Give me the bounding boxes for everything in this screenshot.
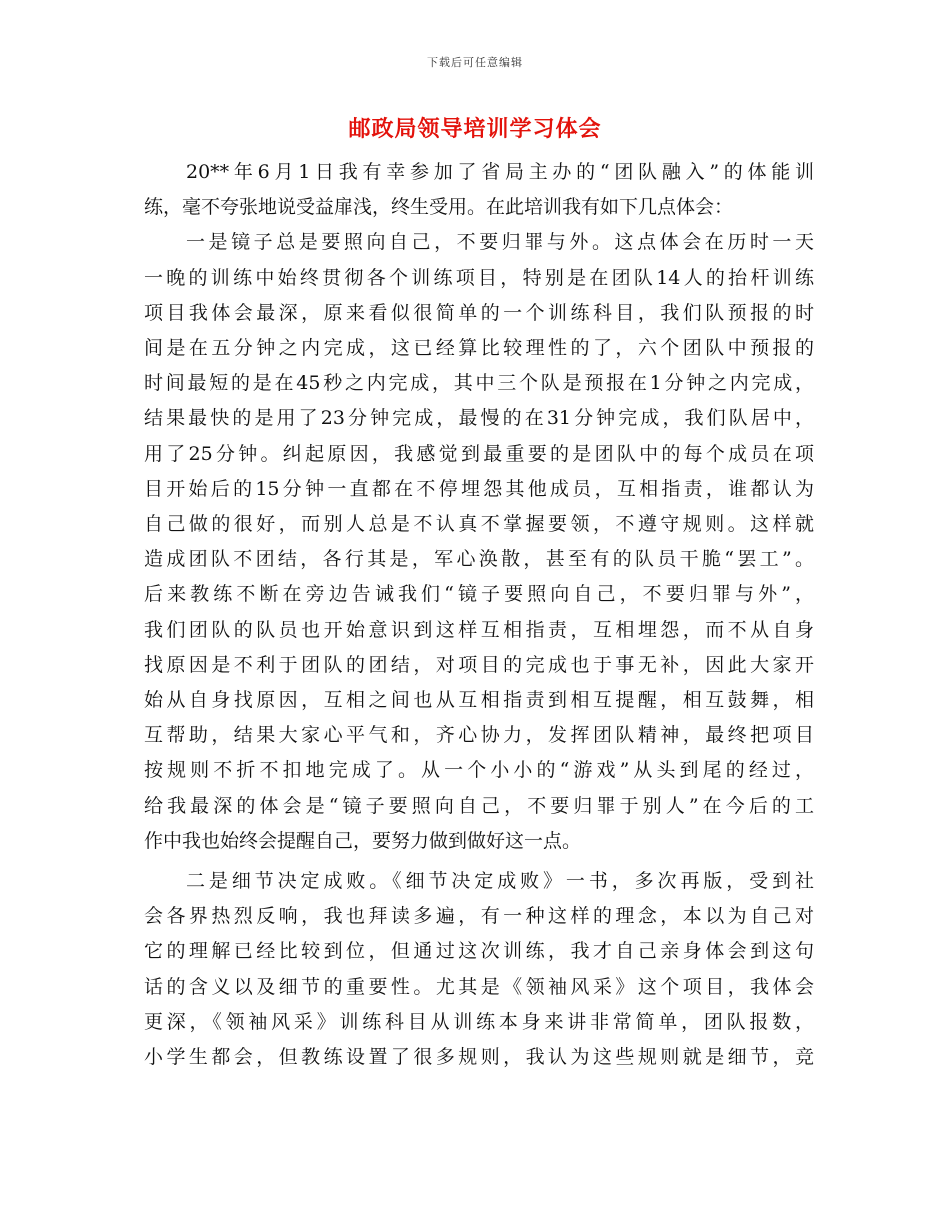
body-text-line: 造成团队不团结，各行其是，军心涣散，甚至有的队员干脆“罢工”。 (144, 548, 814, 571)
document-title: 邮政局领导培训学习体会 (348, 116, 602, 142)
body-text-line: 自己做的很好，而别人总是不认真不掌握要领，不遵守规则。这样就 (144, 513, 814, 535)
body-text-line: 作中我也始终会提醒自己，要努力做到做好这一点。 (144, 829, 582, 852)
body-text-line: 项目我体会最深，原来看似很简单的一个训练科目，我们队预报的时 (144, 301, 814, 324)
header-note: 下载后可任意编辑 (427, 56, 523, 69)
body-text-line: 20**年6月1日我有幸参加了省局主办的“团队融入”的体能训 (186, 161, 814, 183)
body-text-line: 它的理解已经比较到位，但通过这次训练，我才自己亲身体会到这句 (144, 940, 814, 963)
body-text-line: 用了25分钟。纠起原因，我感觉到最重要的是团队中的每个成员在项 (144, 442, 814, 465)
body-text-line: 目开始后的15分钟一直都在不停埋怨其他成员，互相指责，谁都认为 (144, 477, 814, 500)
body-text-line: 找原因是不利于团队的团结，对项目的完成也于事无补，因此大家开 (144, 653, 814, 676)
body-text-line: 二是细节决定成败。《细节决定成败》一书，多次再版，受到社 (186, 870, 814, 892)
body-text-line: 结果最快的是用了23分钟完成，最慢的在31分钟完成，我们队居中， (144, 407, 814, 430)
body-text-line: 互帮助，结果大家心平气和，齐心协力，发挥团队精神，最终把项目 (144, 724, 814, 747)
body-text-line: 话的含义以及细节的重要性。尤其是《领袖风采》这个项目，我体会 (144, 975, 814, 998)
body-text-line: 练，毫不夸张地说受益扉浅，终生受用。在此培训我有如下几点体会： (144, 196, 734, 219)
body-text-line: 会各界热烈反响，我也拜读多遍，有一种这样的理念，本以为自己对 (144, 905, 814, 928)
body-text-line: 按规则不折不扣地完成了。从一个小小的“游戏”从头到尾的经过， (144, 759, 814, 782)
body-text-line: 更深，《领袖风采》训练科目从训练本身来讲非常简单，团队报数， (144, 1010, 814, 1033)
body-text-line: 给我最深的体会是“镜子要照向自己，不要归罪于别人”在今后的工 (144, 794, 814, 817)
body-text-line: 一晚的训练中始终贯彻各个训练项目，特别是在团队14人的抬杆训练 (144, 266, 814, 289)
body-text-line: 间是在五分钟之内完成，这已经算比较理性的了，六个团队中预报的 (144, 337, 814, 359)
body-text-line: 我们团队的队员也开始意识到这样互相指责，互相埋怨，而不从自身 (144, 618, 814, 641)
body-text-line: 小学生都会，但教练设置了很多规则，我认为这些规则就是细节，竞 (144, 1046, 814, 1068)
body-text-line: 一是镜子总是要照向自己，不要归罪与外。这点体会在历时一天 (186, 231, 814, 254)
body-text-line: 始从自身找原因，互相之间也从互相指责到相互提醒，相互鼓舞，相 (144, 689, 814, 711)
body-text-line: 后来教练不断在旁边告诫我们“镜子要照向自己，不要归罪与外”， (144, 583, 814, 606)
body-text-line: 时间最短的是在45秒之内完成，其中三个队是预报在1分钟之内完成， (144, 372, 814, 395)
